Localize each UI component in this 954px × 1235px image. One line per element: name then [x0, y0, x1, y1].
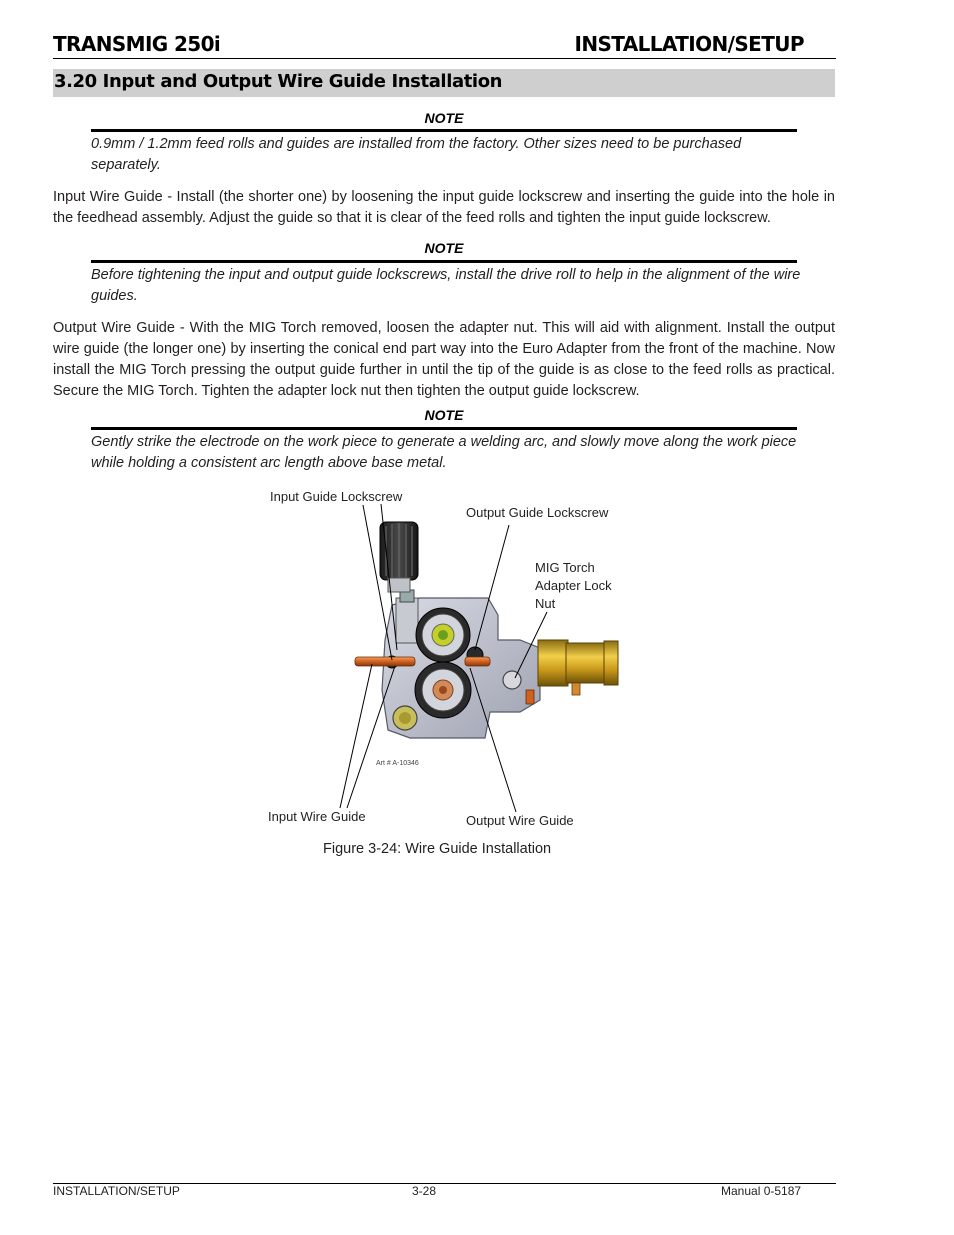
callout-input-guide-lockscrew: Input Guide Lockscrew	[270, 489, 403, 504]
callout-output-guide-lockscrew: Output Guide Lockscrew	[466, 505, 609, 520]
tension-arm	[396, 598, 418, 643]
input-wire-guide-paragraph: Input Wire Guide - Install (the shorter one) by loosening the input guide lockscrew and inserting the guide into the hole in the feedhead assembly. Adjust the guide so that it is clear of the feed rolls and tighten the input guide lockscrew.	[53, 189, 835, 226]
art-number: Art # A-10346	[376, 760, 419, 767]
upper-roll-center	[438, 630, 448, 640]
knob-collar	[388, 578, 410, 592]
output-wire-guide	[465, 657, 490, 666]
output-wire-guide-paragraph: Output Wire Guide - With the MIG Torch removed, loosen the adapter nut. This will aid with alignment. Install the output wire guide (the longer one) by inserting the conical end part way into the Euro Adapter from the front of the machine. Now install the MIG Torch pressing the output guide further in until the tip of the guide is as close to the feed rolls as practical. Secure the MIG Torch. Tighten the adapter lock nut then tighten the output guide lockscrew.	[53, 320, 835, 399]
footer-chapter: INSTALLATION/SETUP	[53, 1184, 180, 1198]
note-text: 0.9mm / 1.2mm feed rolls and guides are installed from the factory. Other sizes need to be purchased separately.	[91, 136, 742, 173]
figure-caption: Figure 3-24: Wire Guide Installation	[323, 841, 552, 857]
note-text: Gently strike the electrode on the work piece to generate a welding arc, and slowly move along the work piece while holding a consistent arc length above base metal.	[91, 434, 797, 471]
outlet-nipple	[526, 690, 534, 704]
callout-output-wire-guide: Output Wire Guide	[466, 813, 574, 828]
section-heading: 3.20 Input and Output Wire Guide Installation	[54, 71, 503, 92]
footer-manual-number: Manual 0-5187	[721, 1184, 802, 1198]
adapter-lock-nut	[503, 671, 521, 689]
footer-page-number: 3-28	[412, 1184, 437, 1198]
drive-shaft-center	[399, 712, 411, 724]
callout-mig-torch-line-3: Nut	[535, 596, 556, 611]
input-wire-guide	[355, 657, 415, 666]
gas-nipple	[572, 683, 580, 695]
chapter-title: INSTALLATION/SETUP	[574, 32, 804, 56]
note-label: NOTE	[424, 240, 464, 256]
callout-input-wire-guide: Input Wire Guide	[268, 809, 366, 824]
lower-roll-center	[439, 686, 447, 694]
note-text: Before tightening the input and output guide lockscrews, install the drive roll to help in the alignment of the wire guides.	[91, 267, 801, 304]
note-label: NOTE	[424, 110, 464, 126]
callout-mig-torch-line-2: Adapter Lock	[535, 578, 612, 593]
euro-adapter-body	[566, 643, 606, 683]
euro-adapter-nut	[538, 640, 568, 686]
note-label: NOTE	[424, 407, 464, 423]
euro-adapter-thread	[604, 641, 618, 685]
callout-mig-torch-line-1: MIG Torch	[535, 560, 595, 575]
document-title: TRANSMIG 250i	[53, 32, 221, 56]
